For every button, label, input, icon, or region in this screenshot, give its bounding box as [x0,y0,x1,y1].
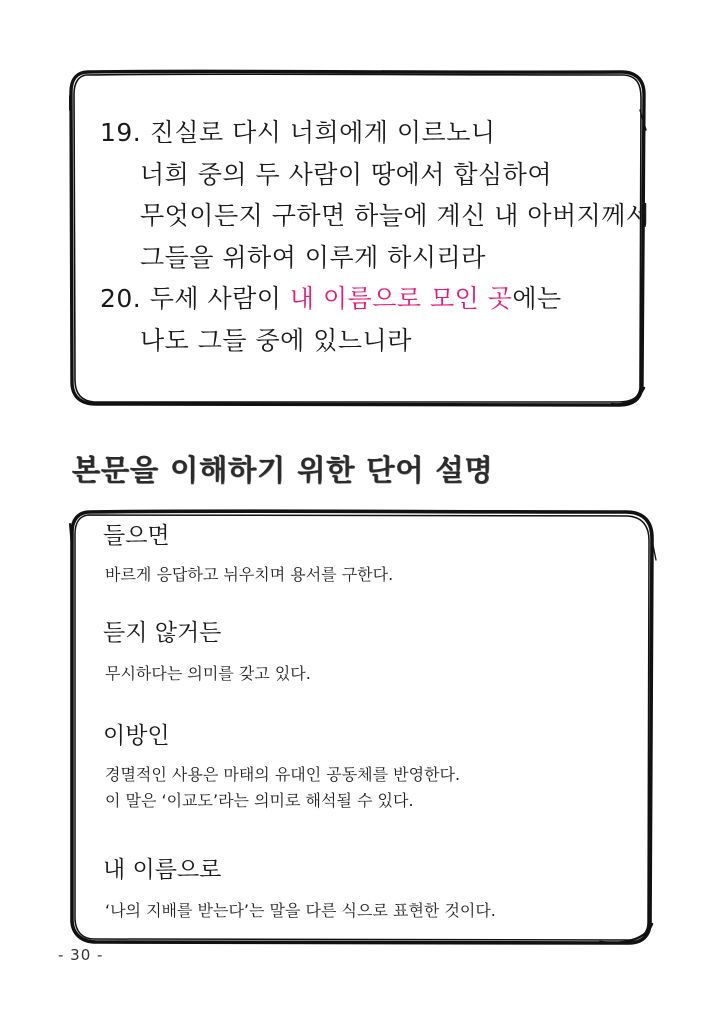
glossary-item [103,617,643,687]
scripture-verse-box [100,112,651,361]
verse-line-5-suffix: 에는 [512,284,562,313]
verse-line-6: 나도 그들 중에 있느니라 [140,325,412,355]
verse-line-3: 무엇이든지 구하면 하늘에 계신 내 아버지께서 [140,201,651,230]
glossary-definition: 무시하다는 의미를 갖고 있다. [105,664,311,683]
glossary-item [103,854,643,924]
glossary-term: 들으면 [103,523,170,549]
glossary-term: 듣지 않거든 [103,620,222,646]
verse-line-4: 그들을 위하여 이루게 하시리라 [140,242,486,272]
verse-highlight: 내 이름으로 모인 곳 [289,284,513,313]
glossary-item [103,520,643,588]
verse-line-1: 19. 진실로 다시 너희에게 이르노니 [100,118,496,147]
glossary-term: 이방인 [103,723,170,749]
page-number: - 30 - [58,946,104,964]
glossary-definition: 경멸적인 사용은 마태의 유대인 공동체를 반영한다. [105,765,461,784]
glossary-definition: 이 말은 ‘이교도’라는 의미로 해석될 수 있다. [105,791,414,810]
glossary-item [103,720,643,814]
verse-line-5-prefix: 20. 두세 사람이 [100,284,290,313]
verse-line-2: 너희 중의 두 사람이 땅에서 합심하여 [140,159,552,189]
glossary-definition: 바르게 응답하고 뉘우치며 용서를 구한다. [105,565,394,584]
section-title: 본문을 이해하기 위한 단어 설명 [72,453,494,487]
glossary-term: 내 이름으로 [103,857,222,883]
verse-line-5 [100,278,640,320]
glossary-definition: ‘나의 지배를 받는다’는 말을 다른 식으로 표현한 것이다. [105,901,496,920]
